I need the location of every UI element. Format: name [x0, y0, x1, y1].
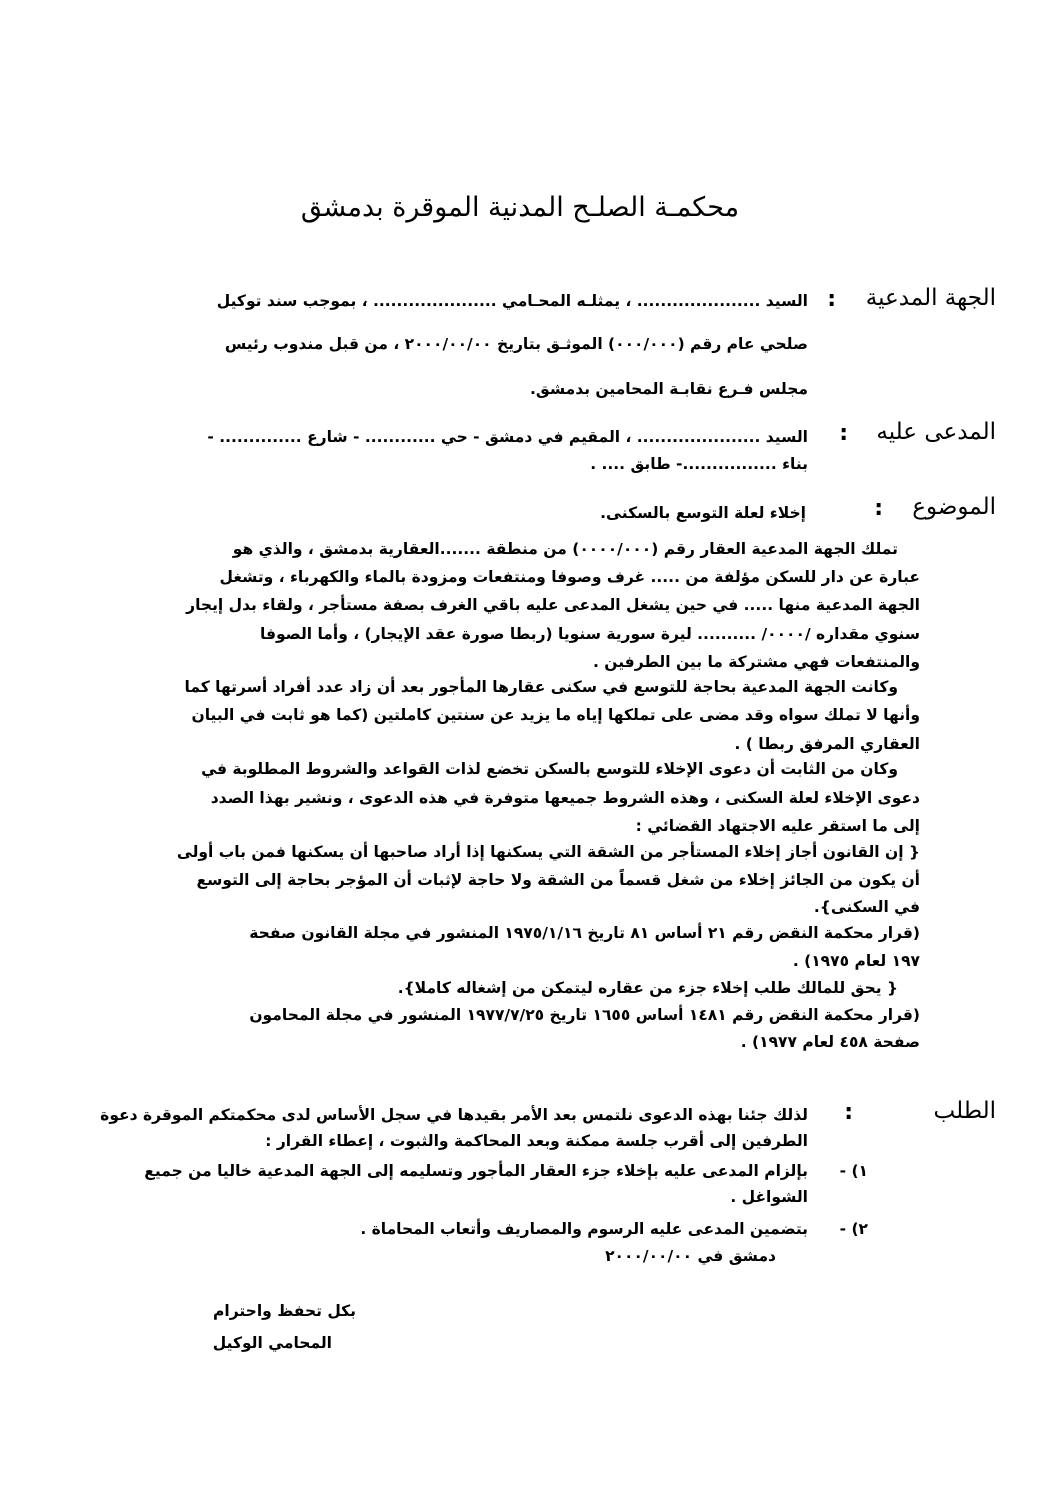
plaintiff-colon: : [827, 287, 836, 312]
body-line: العقاري المرفق ربطا ) . [734, 735, 920, 753]
body-text [88, 540, 920, 1051]
body-line: صفحة ٤٥٨ لعام ١٩٧٧) . [740, 1033, 920, 1051]
request-item-text [144, 1162, 808, 1207]
body-line: ١٩٧ لعام ١٩٧٥) . [792, 952, 920, 970]
body-line: دعوى الإخلاء لعلة السكنى ، وهذه الشروط جميعها متوفرة في هذه الدعوى ، ونشير بهذا الصدد [210, 789, 920, 807]
request-item-number: ١) - [839, 1162, 868, 1180]
closing-phrase: بكل تحفظ واحترام [213, 1302, 356, 1320]
subject-text [600, 504, 806, 523]
request-item-line: بتضمين المدعى عليه الرسوم والمصاريف وأتعاب المحاماة . [360, 1220, 808, 1238]
body-line: (قرار محكمة النقض رقم ٢١ أساس ٨١ تاريخ ١٩٧٥/١/١٦ المنشور في مجلة القانون صفحة [249, 924, 920, 942]
body-line: { إن القانون أجاز إخلاء المستأجر من الشقة التي يسكنها إذا أراد صاحبها أن يسكنها فمن باب أولى [176, 843, 920, 861]
body-line: أن يكون من الجائز إخلاء من شغل قسماً من الشقة ولا حاجة لإثبات أن المؤجر بحاجة إلى التوسع [196, 871, 920, 889]
request-line: الطرفين إلى أقرب جلسة ممكنة وبعد المحاكمة والثبوت ، إعطاء القرار : [265, 1132, 808, 1150]
request-colon: : [844, 1100, 853, 1125]
subject-label: الموضوع [912, 494, 996, 520]
defendant-colon: : [839, 421, 848, 446]
plaintiff-line: صلحي عام رقم (٠٠٠/٠٠٠) الموثـق بتاريخ ٢٠٠٠/٠٠/٠٠ ، من قبل مندوب رئيس [224, 335, 808, 353]
body-line: وأنها لا تملك سواه وقد مضى على تملكها إياه ما يزيد عن سنتين كاملتين (كما هو ثابت في البيان [191, 706, 920, 724]
request-intro [100, 1106, 808, 1151]
body-line: وكان من الثابت أن دعوى الإخلاء للتوسع بالسكن تخضع لذات القواعد والشروط المطلوبة في [201, 760, 898, 778]
request-date-line: دمشق في ٢٠٠٠/٠٠/٠٠ [605, 1247, 776, 1265]
body-line: تملك الجهة المدعية العقار رقم (٠٠٠٠/٠٠٠) من منطقة .......العقارية بدمشق ، والذي هو [232, 540, 898, 558]
body-line: عبارة عن دار للسكن مؤلفة من ..... غرف وصوفا ومنتفعات ومزودة بالماء والكهرباء ، وتشغل [219, 568, 920, 586]
signer-title: المحامي الوكيل [212, 1334, 332, 1352]
plaintiff-details [83, 292, 808, 399]
court-title: محكمـة الصلـح المدنية الموقرة بدمشق [300, 192, 740, 223]
body-line: وكانت الجهة المدعية بحاجة للتوسع في سكنى عقارها المأجور بعد أن زاد عدد أفراد أسرتها كما [184, 678, 898, 696]
request-item-line: الشواغل . [730, 1188, 808, 1206]
plaintiff-label: الجهة المدعية [865, 285, 996, 311]
subject-colon: : [874, 496, 883, 521]
body-line: والمنتفعات فهي مشتركة ما بين الطرفين . [592, 653, 920, 671]
body-line: الجهة المدعية منها ..... في حين يشغل المدعى عليه باقي الغرف بصفة مستأجر ، ولقاء بدل إيجار [186, 596, 920, 614]
defendant-line: بناء ................- طابق .... . [590, 455, 808, 473]
body-line: إلى ما استقر عليه الاجتهاد القضائي : [635, 817, 920, 835]
request-item-number: ٢) - [839, 1220, 868, 1238]
body-line: (قرار محكمة النقض رقم ١٤٨١ أساس ١٦٥٥ تاريخ ١٩٧٧/٧/٢٥ المنشور في مجلة المحامون [249, 1006, 920, 1024]
request-line: لذلك جئنا بهذه الدعوى نلتمس بعد الأمر بقيدها في سجل الأساس لدى محكمتكم الموقرة دعوة [100, 1106, 808, 1124]
request-item-text [360, 1220, 808, 1239]
body-line: سنوي مقداره /٠٠٠٠/ .......... ليرة سورية سنويا (ربطا صورة عقد الإيجار) ، وأما الصوفا [260, 625, 920, 643]
request-label: الطلب [933, 1098, 996, 1124]
subject-value: إخلاء لعلة التوسع بالسكنى. [600, 504, 806, 522]
plaintiff-line: مجلس فـرع نقابـة المحامين بدمشق. [530, 380, 808, 398]
body-line: في السكنى}. [813, 898, 920, 916]
defendant-line: السيد ..................... ، المقيم في دمشق - حي ............ - شارع .............. - [207, 428, 808, 446]
plaintiff-line: السيد ..................... ، يمثلـه المحـامي ..................... ، بموجب سند توكيل [216, 292, 808, 310]
request-item-line: بإلزام المدعى عليه بإخلاء جزء العقار المأجور وتسليمه إلى الجهة المدعية خاليا من جميع [144, 1162, 808, 1180]
defendant-label: المدعى عليه [876, 419, 996, 445]
body-line: { يحق للمالك طلب إخلاء جزء من عقاره ليتمكن من إشغاله كاملا}. [397, 979, 898, 997]
defendant-details [207, 428, 808, 474]
